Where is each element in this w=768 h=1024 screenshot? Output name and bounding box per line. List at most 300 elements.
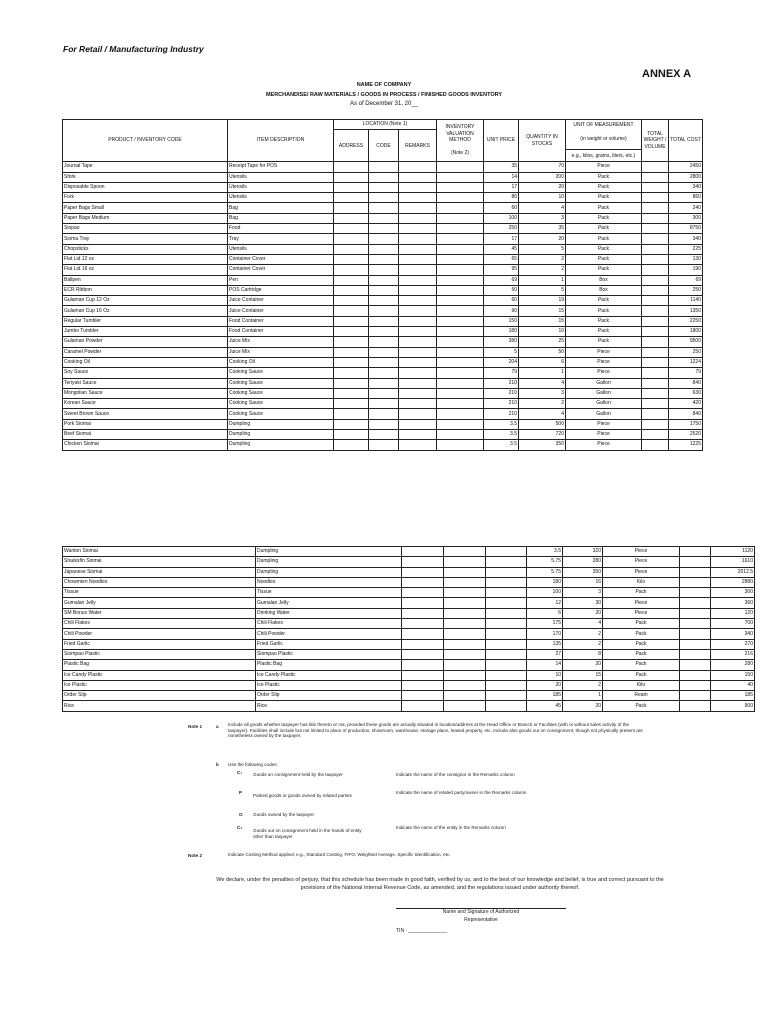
code-cell xyxy=(444,660,486,670)
total-weight-cell xyxy=(680,567,711,577)
table-row xyxy=(63,254,703,264)
table-row xyxy=(63,285,703,295)
item-description-cell: Dumpling xyxy=(228,430,334,440)
total-cost-cell: 1800 xyxy=(669,327,703,337)
uom-cell: Pack xyxy=(566,337,642,347)
valuation-cell xyxy=(437,388,484,398)
address-cell xyxy=(334,430,369,440)
product-cell: Siopao xyxy=(63,224,228,234)
product-cell: Sweet Brown Sauce xyxy=(63,409,228,419)
remarks-cell xyxy=(486,598,527,608)
valuation-cell xyxy=(437,327,484,337)
quantity-cell: 5 xyxy=(519,244,566,254)
remarks-cell xyxy=(399,275,437,285)
remarks-cell xyxy=(399,234,437,244)
address-cell xyxy=(334,378,369,388)
product-cell: Sfork xyxy=(63,172,228,182)
total-weight-cell xyxy=(642,172,669,182)
item-description-cell: Utensils xyxy=(228,182,334,192)
item-description-cell: Dumpling xyxy=(256,567,402,577)
product-cell: SM Bonus Water xyxy=(63,608,256,618)
total-weight-cell xyxy=(680,547,711,557)
uom-cell: Kilo xyxy=(603,680,680,690)
code-p: P xyxy=(239,790,243,795)
quantity-cell: 2 xyxy=(563,680,603,690)
quantity-cell: 720 xyxy=(519,430,566,440)
total-weight-cell xyxy=(642,254,669,264)
code-cell xyxy=(369,357,399,367)
uom-cell: Piece xyxy=(603,598,680,608)
note1-text: Include all goods whether taxpayer has title thereto or not, provided these goods are actually situated in location/address at the Head Office or Branch or Facilities (with or without sales activity of the taxpayer). Facilities shall include but not limited to place of production, showroom, warehouse, storage place, leased property, etc. Include also goods out on consignment, though not physically present are nonetheless owned by the taxpayer. xyxy=(228,722,643,739)
table-row xyxy=(63,691,755,701)
remarks-cell xyxy=(399,399,437,409)
item-description-cell: Noodles xyxy=(256,577,402,587)
remarks-cell xyxy=(486,557,527,567)
product-cell: Disposable Spoon xyxy=(63,182,228,192)
quantity-cell: 15 xyxy=(563,670,603,680)
uom-cell: Gallon xyxy=(566,409,642,419)
code-cell xyxy=(369,224,399,234)
item-description-cell: Dumpling xyxy=(228,419,334,429)
quantity-cell: 20 xyxy=(519,234,566,244)
total-weight-cell xyxy=(642,409,669,419)
valuation-cell xyxy=(437,213,484,223)
address-cell xyxy=(402,701,444,711)
quantity-cell: 320 xyxy=(563,547,603,557)
address-cell xyxy=(402,639,444,649)
item-description-cell: Cooking Sauce xyxy=(228,388,334,398)
code-cell xyxy=(444,629,486,639)
uom-cell: Pack xyxy=(566,234,642,244)
address-cell xyxy=(402,649,444,659)
uom-cell: Piece xyxy=(603,608,680,618)
total-cost-cell: 185 xyxy=(711,691,755,701)
uom-cell: Kilo xyxy=(603,577,680,587)
remarks-cell xyxy=(399,409,437,419)
product-cell: Soy Sauce xyxy=(63,368,228,378)
valuation-cell xyxy=(437,172,484,182)
remarks-cell xyxy=(399,244,437,254)
total-cost-cell: 630 xyxy=(669,388,703,398)
quantity-cell: 2 xyxy=(563,629,603,639)
unit-price-cell: 14 xyxy=(527,660,563,670)
code-cell xyxy=(444,598,486,608)
remarks-cell xyxy=(399,440,437,450)
item-description-cell: Juice Container xyxy=(228,306,334,316)
total-cost-cell: 360 xyxy=(711,598,755,608)
total-cost-cell: 300 xyxy=(669,213,703,223)
col-product-header: PRODUCT / INVENTORY CODE xyxy=(63,120,228,162)
address-cell xyxy=(334,409,369,419)
valuation-cell xyxy=(437,275,484,285)
uom-cell: Piece xyxy=(566,419,642,429)
quantity-cell: 3 xyxy=(519,388,566,398)
remarks-cell xyxy=(399,193,437,203)
total-weight-cell xyxy=(642,357,669,367)
quantity-cell: 1 xyxy=(563,691,603,701)
unit-price-cell: 3.5 xyxy=(527,547,563,557)
total-weight-cell xyxy=(680,629,711,639)
total-weight-cell xyxy=(642,265,669,275)
table-row xyxy=(63,608,755,618)
total-cost-cell: 1750 xyxy=(669,419,703,429)
total-weight-cell xyxy=(680,577,711,587)
product-cell: Siompao Plastic xyxy=(63,649,256,659)
uom-cell: Pack xyxy=(566,213,642,223)
total-weight-cell xyxy=(642,368,669,378)
total-weight-cell xyxy=(642,378,669,388)
item-description-cell: Receipt Tape for POS xyxy=(228,162,334,172)
valuation-cell xyxy=(437,285,484,295)
code-cell xyxy=(369,172,399,182)
valuation-cell xyxy=(437,182,484,192)
product-cell: Pork Siomai xyxy=(63,419,228,429)
product-cell: Chili Flakes xyxy=(63,619,256,629)
code-cell xyxy=(369,440,399,450)
code-cell xyxy=(369,234,399,244)
note1-b-label: b xyxy=(216,762,219,767)
product-cell: Sioma Tray xyxy=(63,234,228,244)
total-cost-cell: 1224 xyxy=(669,357,703,367)
item-description-cell: Container Cover xyxy=(228,265,334,275)
uom-cell: Pack xyxy=(566,316,642,326)
total-weight-cell xyxy=(680,670,711,680)
quantity-cell: 8 xyxy=(563,649,603,659)
remarks-cell xyxy=(399,306,437,316)
total-weight-cell xyxy=(642,244,669,254)
address-cell xyxy=(334,440,369,450)
quantity-cell: 2 xyxy=(519,265,566,275)
item-description-cell: Chili Flakes xyxy=(256,619,402,629)
table-row xyxy=(63,347,703,357)
table-row xyxy=(63,388,703,398)
product-cell: Cooking Oil xyxy=(63,357,228,367)
code-cell xyxy=(444,547,486,557)
total-cost-cell: 1120 xyxy=(711,547,755,557)
inventory-title: MERCHANDISE/ RAW MATERIALS / GOODS IN PROCESS / FINISHED GOODS INVENTORY xyxy=(265,92,503,98)
remarks-cell xyxy=(486,588,527,598)
address-cell xyxy=(402,577,444,587)
product-cell: Sharksfin Siomai xyxy=(63,557,256,567)
unit-price-cell: 12 xyxy=(527,598,563,608)
total-cost-cell: 840 xyxy=(669,409,703,419)
uom-cell: Pack xyxy=(566,182,642,192)
table-row xyxy=(63,639,755,649)
remarks-cell xyxy=(399,203,437,213)
table-row xyxy=(63,357,703,367)
address-cell xyxy=(402,608,444,618)
total-weight-cell xyxy=(642,440,669,450)
quantity-cell: 1 xyxy=(519,368,566,378)
total-cost-cell: 79 xyxy=(669,368,703,378)
remarks-cell xyxy=(399,285,437,295)
valuation-cell xyxy=(437,316,484,326)
remarks-cell xyxy=(399,388,437,398)
total-weight-cell xyxy=(642,213,669,223)
unit-price-cell: 90 xyxy=(484,306,519,316)
unit-price-cell: 180 xyxy=(484,327,519,337)
address-cell xyxy=(334,162,369,172)
item-description-cell: Ice Plastic xyxy=(256,680,402,690)
quantity-cell: 4 xyxy=(519,203,566,213)
address-cell xyxy=(334,275,369,285)
item-description-cell: Fried Garlic xyxy=(256,639,402,649)
code-cell xyxy=(369,378,399,388)
product-cell: Gulaman Cup 16 Oz xyxy=(63,306,228,316)
quantity-cell: 20 xyxy=(519,182,566,192)
code-cell xyxy=(369,388,399,398)
annex-label: ANNEX A xyxy=(642,68,692,80)
total-cost-cell: 225 xyxy=(669,244,703,254)
product-cell: Caramel Powder xyxy=(63,347,228,357)
table-row xyxy=(63,419,703,429)
code-cell xyxy=(444,691,486,701)
remarks-cell xyxy=(399,213,437,223)
unit-price-cell: 150 xyxy=(484,316,519,326)
table-row xyxy=(63,182,703,192)
quantity-cell: 35 xyxy=(519,224,566,234)
address-cell xyxy=(334,285,369,295)
address-cell xyxy=(402,680,444,690)
uom-cell: Piece xyxy=(603,567,680,577)
remarks-cell xyxy=(399,357,437,367)
total-weight-cell xyxy=(680,598,711,608)
item-description-cell: Chili Powder xyxy=(256,629,402,639)
total-weight-cell xyxy=(642,234,669,244)
item-description-cell: Cooking Sauce xyxy=(228,409,334,419)
address-cell xyxy=(402,619,444,629)
remarks-cell xyxy=(486,629,527,639)
address-cell xyxy=(334,244,369,254)
quantity-cell: 1 xyxy=(519,275,566,285)
quantity-cell: 5 xyxy=(519,285,566,295)
item-description-cell: Juice Mix xyxy=(228,347,334,357)
code-o: O xyxy=(239,812,243,817)
total-weight-cell xyxy=(680,701,711,711)
total-weight-cell xyxy=(642,388,669,398)
total-weight-cell xyxy=(680,680,711,690)
uom-cell: Pack xyxy=(566,265,642,275)
code-cell xyxy=(369,213,399,223)
uom-cell: Pack xyxy=(566,296,642,306)
valuation-cell xyxy=(437,265,484,275)
product-cell: Japanese Siomai xyxy=(63,567,256,577)
address-cell xyxy=(334,337,369,347)
remarks-cell xyxy=(399,296,437,306)
remarks-cell xyxy=(399,419,437,429)
total-cost-cell: 1140 xyxy=(669,296,703,306)
address-cell xyxy=(334,172,369,182)
quantity-cell: 25 xyxy=(519,337,566,347)
unit-price-cell: 3.5 xyxy=(484,419,519,429)
remarks-cell xyxy=(399,347,437,357)
uom-cell: Pack xyxy=(603,701,680,711)
item-description-cell: Utensils xyxy=(228,172,334,182)
quantity-cell: 200 xyxy=(519,172,566,182)
valuation-cell xyxy=(437,203,484,213)
item-description-cell: Drinking Water xyxy=(256,608,402,618)
code-cell xyxy=(369,275,399,285)
total-weight-cell xyxy=(680,660,711,670)
total-cost-cell: 340 xyxy=(669,234,703,244)
address-cell xyxy=(402,629,444,639)
declaration-text: We declare, under the penalties of perjury, that this schedule has been made in good faith, verified by us, and to the best of our knowledge and belief, is true and correct pursuant to the provisions of the National Internal Revenue Code, as amended, and the regulations issued under authority thereof. xyxy=(216,877,664,891)
code-cell xyxy=(369,419,399,429)
unit-price-cell: 69 xyxy=(484,275,519,285)
industry-label: For Retail / Manufacturing Industry xyxy=(63,44,204,54)
unit-price-cell: 45 xyxy=(527,701,563,711)
uom-cell: Pack xyxy=(566,172,642,182)
address-cell xyxy=(402,670,444,680)
table-row xyxy=(63,701,755,711)
total-weight-cell xyxy=(642,203,669,213)
code-cell xyxy=(369,285,399,295)
remarks-cell xyxy=(399,182,437,192)
quantity-cell: 2 xyxy=(519,399,566,409)
total-cost-cell: 240 xyxy=(669,203,703,213)
valuation-cell xyxy=(437,234,484,244)
uom-cell: Piece xyxy=(603,547,680,557)
item-description-cell: Food Container xyxy=(228,316,334,326)
product-cell: Wanton Siomai xyxy=(63,547,256,557)
uom-cell: Gallon xyxy=(566,399,642,409)
uom-cell: Pack xyxy=(603,660,680,670)
total-cost-cell: 190 xyxy=(669,265,703,275)
code-c1: C₁ xyxy=(237,770,243,775)
total-weight-cell xyxy=(680,557,711,567)
uom-cell: Pack xyxy=(566,224,642,234)
valuation-cell xyxy=(437,224,484,234)
valuation-cell xyxy=(437,193,484,203)
remarks-cell xyxy=(486,680,527,690)
item-description-cell: POS Cartridge xyxy=(228,285,334,295)
total-cost-cell: 860 xyxy=(669,193,703,203)
table-row xyxy=(63,306,703,316)
total-cost-cell: 840 xyxy=(669,378,703,388)
item-description-cell: Dumpling xyxy=(228,440,334,450)
unit-price-cell: 210 xyxy=(484,388,519,398)
table-row xyxy=(63,440,703,450)
code-cell xyxy=(444,577,486,587)
total-cost-cell: 69 xyxy=(669,275,703,285)
address-cell xyxy=(334,254,369,264)
unit-price-cell: 50 xyxy=(484,285,519,295)
address-cell xyxy=(402,567,444,577)
remarks-cell xyxy=(399,327,437,337)
code-cell xyxy=(444,608,486,618)
code-cell xyxy=(369,254,399,264)
uom-cell: Pack xyxy=(566,203,642,213)
total-weight-cell xyxy=(680,588,711,598)
item-description-cell: Tissue xyxy=(256,588,402,598)
valuation-cell xyxy=(437,337,484,347)
uom-cell: Box xyxy=(566,275,642,285)
uom-cell: Pack xyxy=(566,327,642,337)
item-description-cell: Order Slip xyxy=(256,691,402,701)
table-row xyxy=(63,337,703,347)
table-row xyxy=(63,203,703,213)
unit-price-cell: 6 xyxy=(527,608,563,618)
total-weight-cell xyxy=(642,162,669,172)
address-cell xyxy=(334,203,369,213)
col-item-header: ITEM DESCRIPTION xyxy=(228,120,334,162)
unit-price-cell: 250 xyxy=(484,224,519,234)
product-cell: Flat Lid 16 oz xyxy=(63,265,228,275)
unit-price-cell: 17 xyxy=(484,234,519,244)
table-row xyxy=(63,162,703,172)
total-cost-cell: 9500 xyxy=(669,337,703,347)
uom-cell: Gallon xyxy=(566,388,642,398)
quantity-cell: 280 xyxy=(563,557,603,567)
table-row xyxy=(63,629,755,639)
total-cost-cell: 250 xyxy=(669,285,703,295)
address-cell xyxy=(334,388,369,398)
code-c2-instr: Indicate the name of the entity in the Remarks column xyxy=(396,825,506,830)
product-cell: Chowmien Noodles xyxy=(63,577,256,587)
unit-price-cell: 60 xyxy=(484,296,519,306)
code-cell xyxy=(369,162,399,172)
quantity-cell: 350 xyxy=(563,567,603,577)
item-description-cell: Siompao Plastic xyxy=(256,649,402,659)
product-cell: Mongolian Sauce xyxy=(63,388,228,398)
company-name: NAME OF COMPANY xyxy=(356,82,412,88)
remarks-cell xyxy=(486,649,527,659)
item-description-cell: Food xyxy=(228,224,334,234)
table-row xyxy=(63,598,755,608)
code-cell xyxy=(369,316,399,326)
code-o-desc: Goods owned by the taxpayer xyxy=(253,812,315,817)
code-cell xyxy=(444,680,486,690)
quantity-cell: 15 xyxy=(519,316,566,326)
total-weight-cell xyxy=(642,182,669,192)
table-row xyxy=(63,660,755,670)
total-cost-cell: 1225 xyxy=(669,440,703,450)
product-cell: Gumalan Jelly xyxy=(63,598,256,608)
address-cell xyxy=(402,588,444,598)
remarks-cell xyxy=(486,691,527,701)
product-cell: Chopsticks xyxy=(63,244,228,254)
product-cell: Plastic Bag xyxy=(63,660,256,670)
code-cell xyxy=(369,368,399,378)
item-description-cell: Utensils xyxy=(228,193,334,203)
code-cell xyxy=(444,557,486,567)
unit-price-cell: 180 xyxy=(527,577,563,587)
address-cell xyxy=(334,419,369,429)
total-cost-cell: 216 xyxy=(711,649,755,659)
remarks-cell xyxy=(399,172,437,182)
quantity-cell: 19 xyxy=(519,296,566,306)
unit-price-cell: 86 xyxy=(484,193,519,203)
quantity-cell: 500 xyxy=(519,419,566,429)
unit-price-cell: 20 xyxy=(527,680,563,690)
valuation-cell xyxy=(437,254,484,264)
remarks-cell xyxy=(399,316,437,326)
unit-price-cell: 79 xyxy=(484,368,519,378)
valuation-cell xyxy=(437,409,484,419)
address-cell xyxy=(402,598,444,608)
table-row xyxy=(63,670,755,680)
total-weight-cell xyxy=(680,639,711,649)
uom-cell: Box xyxy=(566,285,642,295)
remarks-cell xyxy=(486,547,527,557)
quantity-cell: 2 xyxy=(519,254,566,264)
total-weight-cell xyxy=(642,419,669,429)
unit-price-cell: 95 xyxy=(484,265,519,275)
total-cost-cell: 150 xyxy=(711,670,755,680)
quantity-cell: 4 xyxy=(519,409,566,419)
unit-price-cell: 5.75 xyxy=(527,567,563,577)
valuation-cell xyxy=(437,378,484,388)
